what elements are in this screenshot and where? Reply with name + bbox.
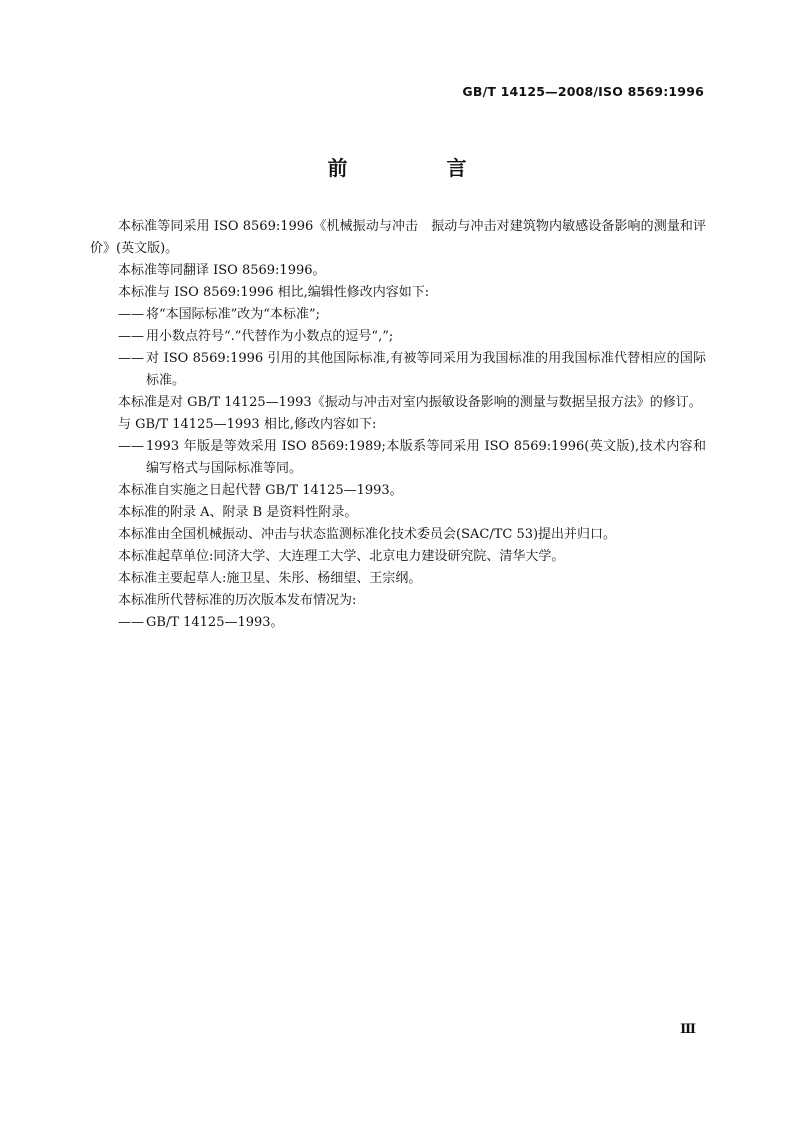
dash-marker: —— — [118, 351, 144, 366]
paragraph-translation: 本标准等同翻译 ISO 8569:1996。 — [118, 263, 326, 278]
list-item-text: 将“本国际标准”改为“本标准”; — [146, 307, 320, 322]
paragraph-adoption: 本标准等同采用 ISO 8569:1996《机械振动与冲击 振动与冲击对建筑物内敏感设备影响的测量和评价》(英文版)。 — [90, 219, 706, 256]
list-item — [90, 326, 706, 348]
paragraph-annexes: 本标准的附录 A、附录 B 是资料性附录。 — [118, 505, 358, 520]
dash-marker: —— — [118, 329, 144, 344]
paragraph-editorial-changes: 本标准与 ISO 8569:1996 相比,编辑性修改内容如下: — [118, 285, 430, 300]
list-item-text: 1993 年版是等效采用 ISO 8569:1989;本版系等同采用 ISO 8569:1996(英文版),技术内容和编写格式与国际标准等同。 — [146, 439, 706, 476]
list-item-text: 用小数点符号“.”代替作为小数点的逗号“,”; — [146, 329, 394, 344]
dash-marker: —— — [118, 615, 144, 630]
dash-marker: —— — [118, 307, 144, 322]
paragraph-revision: 本标准是对 GB/T 14125—1993《振动与冲击对室内振敏设备影响的测量与数据呈报方法》的修订。 — [118, 395, 702, 410]
page-number: Ⅲ — [680, 1022, 696, 1037]
list-item — [90, 612, 706, 634]
paragraph-drafters: 本标准主要起草人:施卫星、朱彤、杨细望、王宗纲。 — [118, 571, 422, 586]
list-item — [90, 304, 706, 326]
paragraph-committee: 本标准由全国机械振动、冲击与状态监测标准化技术委员会(SAC/TC 53)提出并归口。 — [118, 527, 617, 542]
standard-code-header: GB/T 14125—2008/ISO 8569:1996 — [462, 84, 704, 99]
page-title: 前 言 — [327, 156, 513, 180]
dash-marker: —— — [118, 439, 144, 454]
paragraph-replaces: 本标准自实施之日起代替 GB/T 14125—1993。 — [118, 483, 403, 498]
list-item-text: 对 ISO 8569:1996 引用的其他国际标准,有被等同采用为我国标准的用我国标准代替相应的国际标准。 — [146, 351, 706, 388]
list-item-text: GB/T 14125—1993。 — [146, 615, 284, 630]
paragraph-history: 本标准所代替标准的历次版本发布情况为: — [118, 593, 357, 608]
paragraph-drafting-units: 本标准起草单位:同济大学、大连理工大学、北京电力建设研究院、清华大学。 — [118, 549, 565, 564]
list-item — [90, 348, 706, 392]
paragraph-changes: 与 GB/T 14125—1993 相比,修改内容如下: — [118, 417, 377, 432]
list-item — [90, 436, 706, 480]
document-body — [90, 216, 706, 634]
